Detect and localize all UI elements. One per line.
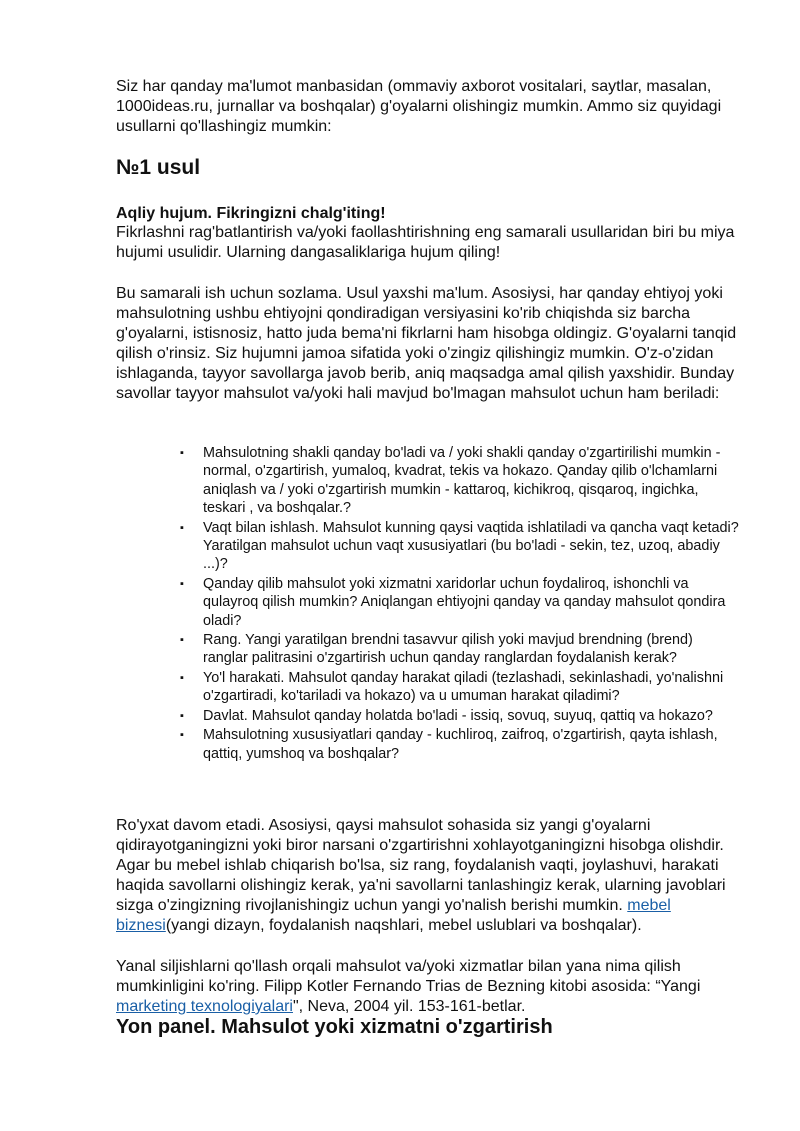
list-item-text: Davlat. Mahsulot qanday holatda bo'ladi - issiq, sovuq, suyuq, qattiq va hokazo? — [203, 707, 713, 724]
bullet-icon: ▪ — [180, 577, 184, 590]
intro-paragraph: Siz har qanday ma'lumot manbasidan (ommaviy axborot vositalari, saytlar, masalan, 1000ideas.ru, jurnallar va boshqalar) g'oyalarni olishingiz mumkin. Ammo siz quyidagi usullarni qo'llashingiz mumkin: — [116, 78, 722, 135]
bullet-icon: ▪ — [180, 729, 184, 742]
setup-paragraph: Bu samarali ish uchun sozlama. Usul yaxshi ma'lum. Asosiysi, har qanday ehtiyoj yoki mahsulotning ushbu ehtiyojni qondiradigan versiyasini ko'rib chiqishda siz barcha g'oyalarni, istisnosiz, hatto juda bema'ni fikrlarni ham hisobga oldingiz. G'oyalarni tanqid qilish o'rinsiz. Siz hujumni jamoa sifatida yoki o'zingiz qilishingiz mumkin. O'z-o'zidan ishlaganda, tayyor savollarga javob berib, aniq maqsadga amal qilish yaxshidir. Bunday savollar tayyor mahsulot va/yoki hali mavjud bo'lmagan mahsulot uchun ham beriladi: — [116, 285, 737, 402]
list-item — [180, 575, 740, 630]
method-heading: №1 usul — [116, 156, 201, 179]
furniture-business-link[interactable]: mebel biznesi — [116, 897, 671, 934]
bullet-icon: ▪ — [180, 709, 184, 722]
list-item-text: Mahsulotning xususiyatlari qanday - kuchliroq, zaifroq, o'zgartirish, qayta ishlash, qattiq, yumshoq va boshqalar? — [203, 727, 718, 762]
list-item-text: Vaqt bilan ishlash. Mahsulot kunning qaysi vaqtida ishlatiladi va qancha vaqt ketadi? Yaratilgan mahsulot uchun vaqt xususiyatlari (bu bo'ladi - sekin, tez, uzoq, abadiy ...)? — [203, 519, 739, 573]
paragraph-text: (yangi dizayn, foydalanish naqshlari, mebel uslublari va boshqalar). — [165, 917, 642, 934]
list-item — [180, 444, 740, 518]
bullet-icon: ▪ — [180, 671, 184, 684]
lateral-shifts-paragraph — [116, 957, 746, 1017]
list-item — [180, 669, 740, 706]
bullet-icon: ▪ — [180, 521, 184, 534]
list-item — [180, 726, 740, 763]
list-item — [180, 631, 740, 668]
paragraph-text: ", Neva, 2004 yil. 153-161-betlar. — [292, 998, 526, 1015]
list-item-text: Yo'l harakati. Mahsulot qanday harakat qiladi (tezlashadi, sekinlashadi, yo'nalishni o'zgartiradi, ko'tariladi va hokazo) va u umuman harakat qiladimi? — [203, 669, 724, 705]
list-item-text: Rang. Yangi yaratilgan brendni tasavvur qilish yoki mavjud brendning (brend) ranglar palitrasini o'zgartirish uchun qanday ranglardan foydalanish kerak? — [203, 632, 693, 667]
paragraph-text: Ro'yxat davom etadi. Asosiysi, qaysi mahsulot sohasida siz yangi g'oyalarni qidirayotganingizni yoki biror narsani o'zgartirishni xohlayotganingizni hisobga olishdir. Agar bu mebel ishlab chiqarish bo'lsa, siz rang, foydalanish vaqti, joylashuvi, harakati haqida savollarni olishingiz kerak, ya'ni savollarni tanlashingiz kerak, ularning javoblari sizga o'zingizning rivojlanishingiz uchun yangi yo'nalish berishi mumkin. — [116, 817, 726, 914]
list-item-text: Mahsulotning shakli qanday bo'ladi va / yoki shakli qanday o'zgartirilishi mumkin - normal, o'zgartirish, yumaloq, kvadrat, tekis va hokazo. Qanday qilib o'lchamlarni aniqlash va / yoki o'zgartirish mumkin - kattaroq, kichikroq, qisqaroq, ingichka, teskari , va boshqalar.? — [203, 445, 721, 517]
brainstorm-subheading: Aqliy hujum. Fikringizni chalg'iting! — [116, 205, 386, 222]
list-continues-paragraph — [116, 816, 746, 936]
paragraph-text: Yanal siljishlarni qo'llash orqali mahsulot va/yoki xizmatlar bilan yana nima qilish mumkinligini ko'ring. Filipp Kotler Fernando Trias de Bezning kitobi asosida: “Yangi — [116, 958, 701, 995]
bullet-icon: ▪ — [180, 634, 184, 647]
marketing-technologies-link[interactable]: marketing texnologiyalari — [116, 998, 293, 1015]
sidebar-section-heading: Yon panel. Mahsulot yoki xizmatni o'zgartirish — [116, 1016, 553, 1038]
list-item — [180, 519, 740, 574]
question-list — [180, 444, 740, 764]
list-item — [180, 707, 740, 725]
list-item-text: Qanday qilib mahsulot yoki xizmatni xaridorlar uchun foydaliroq, ishonchli va qulayroq qilish mumkin? Aniqlangan ehtiyojni qanday va qanday mahsulot qondira oladi? — [203, 575, 726, 629]
bullet-icon: ▪ — [180, 447, 184, 459]
brainstorm-intro-paragraph: Fikrlashni rag'batlantirish va/yoki faollashtirishning eng samarali usullaridan biri bu miya hujumi usulidir. Ularning dangasaliklariga hujum qiling! — [116, 224, 735, 261]
